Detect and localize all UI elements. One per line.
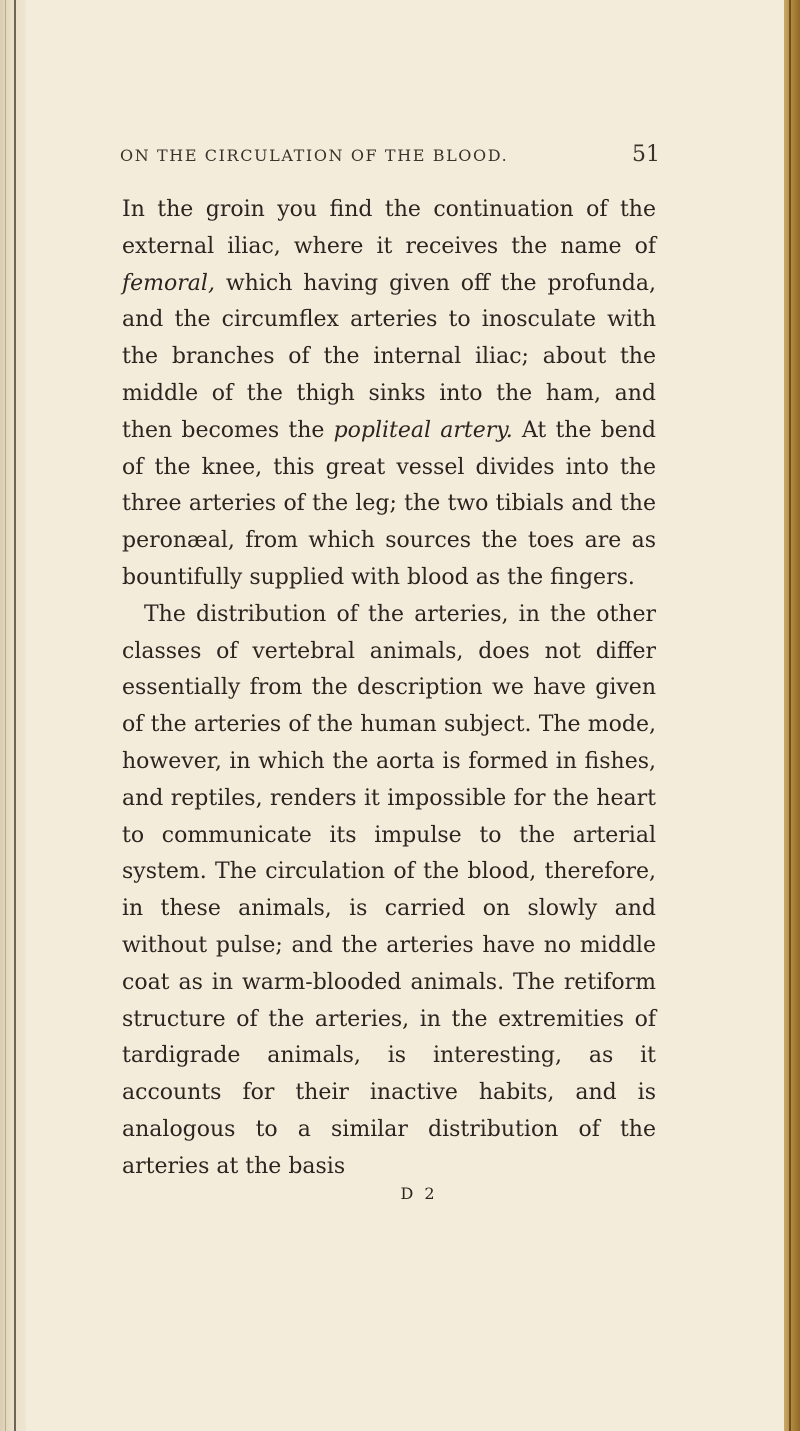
body-text (122, 192, 656, 1186)
running-head-title: ON THE CIRCULATION OF THE BLOOD. (120, 146, 509, 165)
gutter-shadow-line (5, 0, 6, 1431)
page-edge-right (784, 0, 800, 1431)
paragraph-1-text-b: which having given off the profunda, and the circumflex arteries to inosculate with the branches of the internal iliac; about the middle of the thigh sinks into the ham, and then becomes the (122, 270, 656, 443)
paragraph-2: The distribution of the arteries, in the other classes of vertebral animals, does not differ essentially from the description we have given of the arteries of the human subject. The mode, however, in which the aorta is formed in fishes, and reptiles, renders it impossible for the heart to communicate its impulse to the arterial system. The circulation of the blood, therefore, in these animals, is carried on slowly and without pulse; and the arteries have no middle coat as in warm-blooded animals. The retiform structure of the arteries, in the extremities of tardigrade animals, is interesting, as it accounts for their inactive habits, and is analogous to a similar distribution of the arteries at the basis (122, 601, 656, 1179)
page-gutter-left (0, 0, 26, 1431)
edge-binding-line (789, 0, 791, 1431)
page-number: 51 (632, 142, 660, 167)
paragraph-1 (122, 192, 656, 597)
book-page (120, 142, 660, 1203)
paragraph-1-text-c: At the bend of the knee, this great vessel divides into the three arteries of the leg; the two tibials and the peronæal, from which sources the toes are as bountifully supplied with blood as the fingers. (122, 417, 656, 590)
gutter-fold-line (14, 0, 16, 1431)
term-femoral: femoral, (122, 270, 215, 296)
paragraph-1-text-a: In the groin you find the continuation of the external iliac, where it receives the name of (122, 197, 656, 259)
term-popliteal-artery: popliteal artery. (333, 417, 513, 443)
running-head (120, 142, 660, 182)
signature-mark: D 2 (400, 1183, 438, 1203)
